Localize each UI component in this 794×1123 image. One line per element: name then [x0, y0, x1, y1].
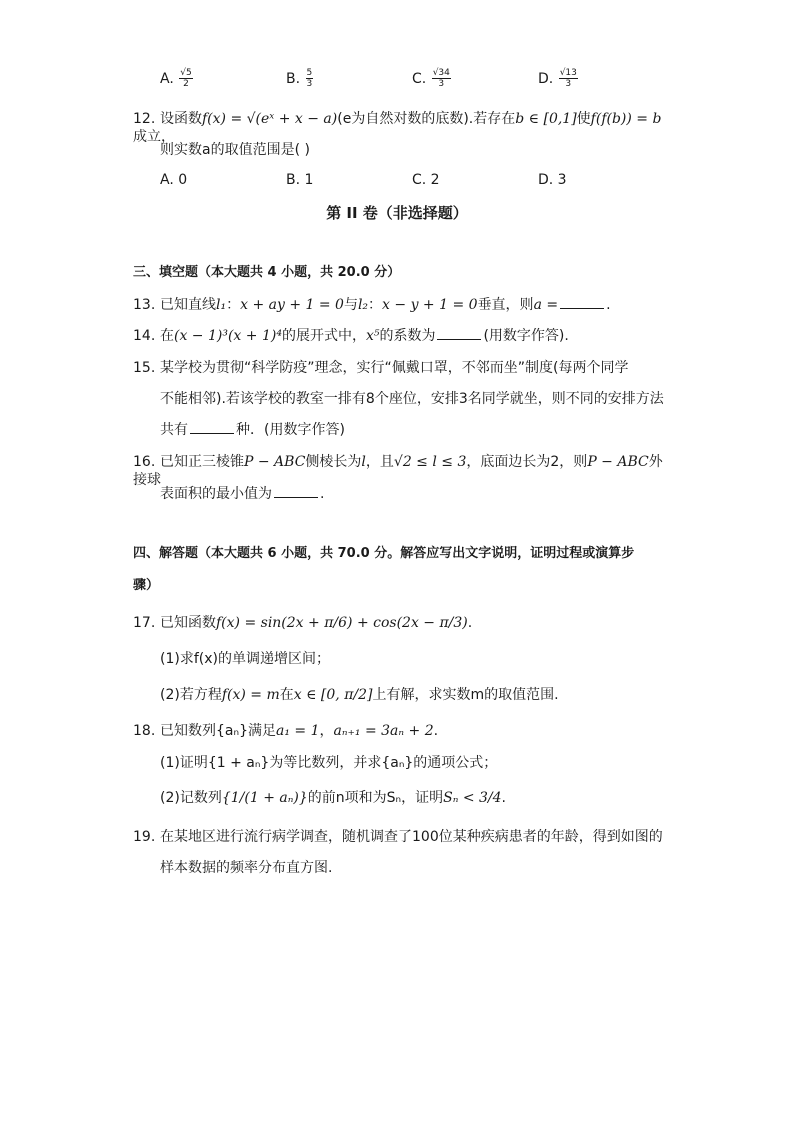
question-text: 与	[343, 297, 358, 313]
question-18-sub2	[160, 789, 680, 807]
q11-option-c	[412, 68, 538, 89]
question-17-sub2	[160, 686, 680, 704]
question-16-line2	[160, 485, 680, 503]
question-number: 17.	[133, 615, 156, 631]
question-15-line2: 不能相邻).若该学校的教室一排有8个座位，安排3名同学就坐，则不同的安排方法	[160, 391, 664, 407]
question-14	[133, 327, 673, 345]
question-text: 种．(用数字作答)	[236, 422, 345, 438]
math-expr: aₙ₊₁ = 3aₙ + 2	[333, 723, 434, 739]
math-expr: a =	[533, 297, 559, 313]
question-text: ：	[226, 297, 241, 313]
fraction	[559, 68, 578, 89]
answer-blank[interactable]	[274, 485, 318, 498]
question-text: (2)记数列	[160, 790, 222, 806]
math-expr: (x − 1)³(x + 1)⁴	[174, 328, 282, 344]
math-expr: P − ABC	[587, 454, 649, 470]
question-text: 的展开式中，	[281, 328, 366, 344]
question-number: 13.	[133, 297, 156, 313]
question-text: 已知数列{aₙ}满足	[160, 723, 276, 739]
question-text: ：	[368, 297, 383, 313]
option-label: A.	[160, 70, 174, 87]
question-15-line3	[160, 421, 680, 439]
question-text: 成立，	[133, 129, 175, 145]
math-expr: f(x) = √(eˣ + x − a)	[202, 111, 338, 127]
question-text: 已知直线	[160, 297, 216, 313]
question-18-sub1: (1)证明{1 + aₙ}为等比数列，并求{aₙ}的通项公式；	[160, 755, 498, 771]
question-number: 14.	[133, 328, 156, 344]
question-13	[133, 296, 673, 314]
math-expr: b ∈ [0,1]	[515, 111, 577, 127]
question-text: 已知正三棱锥	[160, 454, 244, 470]
question-18	[133, 722, 673, 740]
numerator: √13	[559, 68, 577, 78]
question-text: .	[433, 723, 439, 739]
math-expr: x − y + 1 = 0	[382, 297, 478, 313]
question-text: 使	[576, 111, 591, 127]
q12-option-b: B. 1	[286, 172, 314, 188]
question-text: (e为自然对数的底数).若存在	[337, 111, 516, 127]
section4-header-line2: 骤）	[133, 578, 160, 593]
q12-options	[160, 172, 680, 188]
math-expr: P − ABC	[244, 454, 306, 470]
question-text: .	[467, 615, 473, 631]
question-text: 的系数为	[379, 328, 436, 344]
question-19-line2: 样本数据的频率分布直方图.	[160, 860, 333, 876]
question-text: 设函数	[160, 111, 202, 127]
answer-blank[interactable]	[190, 421, 234, 434]
numerator: √34	[432, 68, 450, 78]
math-expr: l	[361, 454, 366, 470]
question-text: 的前n项和为Sₙ，证明	[307, 790, 444, 806]
question-19	[133, 828, 673, 846]
section4-header: 四、解答题（本大题共 6 小题，共 70.0 分。解答应写出文字说明，证明过程或演算步	[133, 546, 635, 561]
question-number: 15.	[133, 360, 156, 376]
option-label: B.	[286, 70, 301, 87]
math-expr: √2 ≤ l ≤ 3	[393, 454, 467, 470]
math-expr: {1/(1 + aₙ)}	[221, 790, 308, 806]
fraction	[432, 68, 451, 89]
math-expr: x ∈ [0, π/2]	[293, 687, 373, 703]
question-text: 在	[160, 328, 174, 344]
denominator: 2	[183, 79, 189, 89]
question-text: ，且	[365, 454, 394, 470]
q11-option-b	[286, 68, 412, 89]
option-label: D.	[538, 70, 554, 87]
fraction	[179, 68, 192, 89]
fraction	[306, 68, 314, 89]
question-text: ，	[319, 723, 334, 739]
question-number: 16.	[133, 454, 156, 470]
math-expr: a₁ = 1	[275, 723, 320, 739]
question-text: 垂直，则	[477, 297, 534, 313]
section3-header: 三、填空题（本大题共 4 小题，共 20.0 分）	[133, 265, 401, 280]
question-text: 某学校为贯彻“科学防疫”理念，实行“佩戴口罩，不邻而坐”制度(每两个同学	[160, 360, 629, 376]
question-16	[133, 453, 673, 489]
question-number: 12.	[133, 111, 156, 127]
question-text: 表面积的最小值为	[160, 486, 272, 502]
question-text: 共有	[160, 422, 188, 438]
question-17-sub1: (1)求f(x)的单调递增区间；	[160, 651, 330, 667]
q12-option-d: D. 3	[538, 172, 567, 188]
q11-option-a	[160, 68, 286, 89]
q11-option-d	[538, 68, 664, 89]
question-text: .	[606, 297, 611, 313]
denominator: 3	[306, 79, 313, 89]
math-expr: x⁵	[365, 328, 380, 344]
answer-blank[interactable]	[560, 296, 604, 309]
question-number: 19.	[133, 829, 156, 845]
math-expr: f(x) = m	[221, 687, 280, 703]
question-text: 外接球	[133, 454, 663, 488]
denominator: 3	[438, 79, 445, 89]
q12-option-c: C. 2	[412, 172, 440, 188]
question-17	[133, 614, 673, 632]
question-text: 已知函数	[160, 615, 216, 631]
question-12-line2: 则实数a的取值范围是( )	[160, 142, 310, 158]
math-expr: f(f(b)) = b	[590, 111, 662, 127]
question-text: (2)若方程	[160, 687, 222, 703]
question-text: .	[501, 790, 506, 806]
question-number: 18.	[133, 723, 156, 739]
q12-option-a: A. 0	[160, 172, 188, 188]
q11-options	[160, 68, 680, 89]
numerator: 5	[306, 68, 313, 78]
math-expr: x + ay + 1 = 0	[240, 297, 344, 313]
math-expr: l₁	[216, 297, 227, 313]
question-text: 上有解，求实数m的取值范围.	[372, 687, 559, 703]
question-text: 在某地区进行流行病学调查，随机调查了100位某种疾病患者的年龄，得到如图的	[160, 829, 663, 845]
denominator: 3	[565, 79, 572, 89]
math-expr: f(x) = sin(2x + π/6) + cos(2x − π/3)	[216, 615, 468, 631]
question-text: 侧棱长为	[305, 454, 362, 470]
question-text: (用数字作答).	[483, 328, 569, 344]
numerator: √5	[180, 68, 192, 78]
question-text: .	[320, 486, 325, 502]
question-text: ，底面边长为2，则	[466, 454, 588, 470]
question-text: 在	[279, 687, 294, 703]
option-label: C.	[412, 70, 427, 87]
question-15	[133, 359, 673, 377]
math-expr: Sₙ < 3/4	[443, 790, 502, 806]
answer-blank[interactable]	[437, 327, 481, 340]
part2-title: 第 II 卷（非选择题）	[326, 204, 468, 222]
math-expr: l₂	[357, 297, 369, 313]
